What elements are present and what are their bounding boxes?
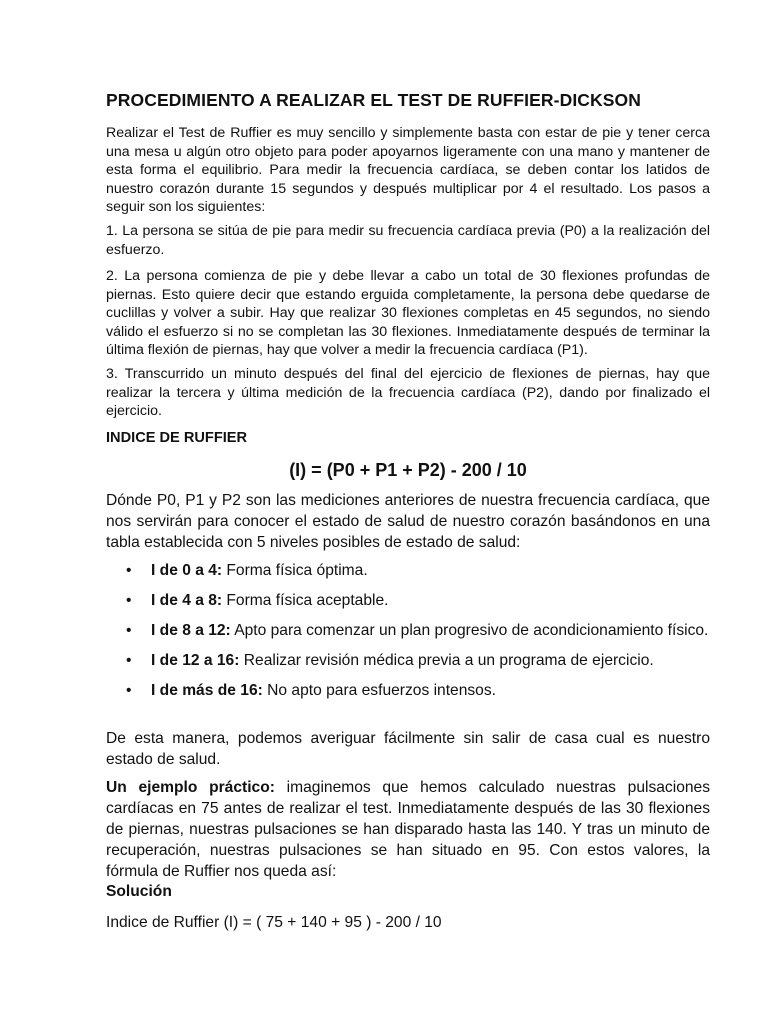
list-item (106, 560, 710, 581)
list-item (106, 680, 710, 701)
bullet-icon: • (126, 682, 132, 699)
ruffier-formula: (I) = (P0 + P1 + P2) - 200 / 10 (289, 460, 527, 480)
step-3-paragraph: 3. Transcurrido un minuto después del final del ejercicio de flexiones de piernas, hay que realizar la tercera y última medición de la frecuencia cardíaca (P2), dando por finalizado el ejercicio. (106, 366, 710, 419)
intro-paragraph: Realizar el Test de Ruffier es muy sencillo y simplemente basta con estar de pie y tener cerca una mesa u algún otro objeto para poder apoyarnos ligeramente con una mano y mantener de esta forma el equilibrio. Para medir la frecuencia cardíaca, se deben contar los latidos de nuestro corazón durante 15 segundos y después multiplicar por 4 el resultado. Los pasos a seguir son los siguientes: (106, 125, 710, 215)
where-paragraph: Dónde P0, P1 y P2 son las mediciones anteriores de nuestra frecuencia cardíaca, que nos servirán para conocer el estado de salud de nuestro corazón basándonos en una tabla establecida con 5 niveles posibles de estado de salud: (106, 492, 710, 551)
conclusion-paragraph: De esta manera, podemos averiguar fácilmente sin salir de casa cual es nuestro estado de salud. (106, 730, 710, 768)
list-item (106, 650, 710, 671)
solution-heading: Solución (106, 883, 172, 900)
health-levels-list (106, 560, 710, 710)
list-item (106, 620, 710, 641)
level-description: Forma física óptima. (222, 562, 368, 579)
page-title: PROCEDIMIENTO A REALIZAR EL TEST DE RUFFIER-DICKSON (106, 90, 641, 110)
level-description: Forma física aceptable. (222, 592, 389, 609)
level-range: I de 8 a 12: (151, 622, 231, 639)
step-1-paragraph: 1. La persona se sitúa de pie para medir su frecuencia cardíaca previa (P0) a la realización del esfuerzo. (106, 223, 710, 258)
index-heading: INDICE DE RUFFIER (106, 430, 248, 446)
level-range: I de más de 16: (151, 682, 263, 699)
level-description: No apto para esfuerzos intensos. (262, 682, 496, 699)
bullet-icon: • (126, 652, 132, 669)
level-range: I de 12 a 16: (151, 652, 240, 669)
calculation-line: Indice de Ruffier (I) = ( 75 + 140 + 95 ) - 200 / 10 (106, 914, 442, 931)
example-paragraph (106, 777, 710, 882)
bullet-icon: • (126, 622, 132, 639)
example-text: imaginemos que hemos calculado nuestras pulsaciones cardíacas en 75 antes de realizar el test. Inmediatamente después de las 30 flexiones de piernas, nuestras pulsaciones se han disparado hasta las 140. Y tras un minuto de recuperación, nuestras pulsaciones se han situado en 95. Con estos valores, la fórmula de Ruffier nos queda así: (106, 779, 711, 880)
level-range: I de 4 a 8: (151, 592, 223, 609)
level-range: I de 0 a 4: (151, 562, 223, 579)
bullet-icon: • (126, 592, 132, 609)
level-description: Apto para comenzar un plan progresivo de acondicionamiento físico. (230, 622, 709, 639)
step-2-paragraph: 2. La persona comienza de pie y debe llevar a cabo un total de 30 flexiones profundas de piernas. Esto quiere decir que estando erguida completamente, la persona debe quedarse de cuclillas y volver a subir. Hay que realizar 30 flexiones completas en 45 segundos, no siendo válido el esfuerzo si no se completan las 30 flexiones. Inmediatamente después de terminar la última flexión de piernas, hay que volver a medir la frecuencia cardíaca (P1). (106, 268, 710, 358)
example-label: Un ejemplo práctico: (106, 779, 275, 796)
level-description: Realizar revisión médica previa a un programa de ejercicio. (239, 652, 654, 669)
bullet-icon: • (126, 562, 132, 579)
list-item (106, 590, 710, 611)
